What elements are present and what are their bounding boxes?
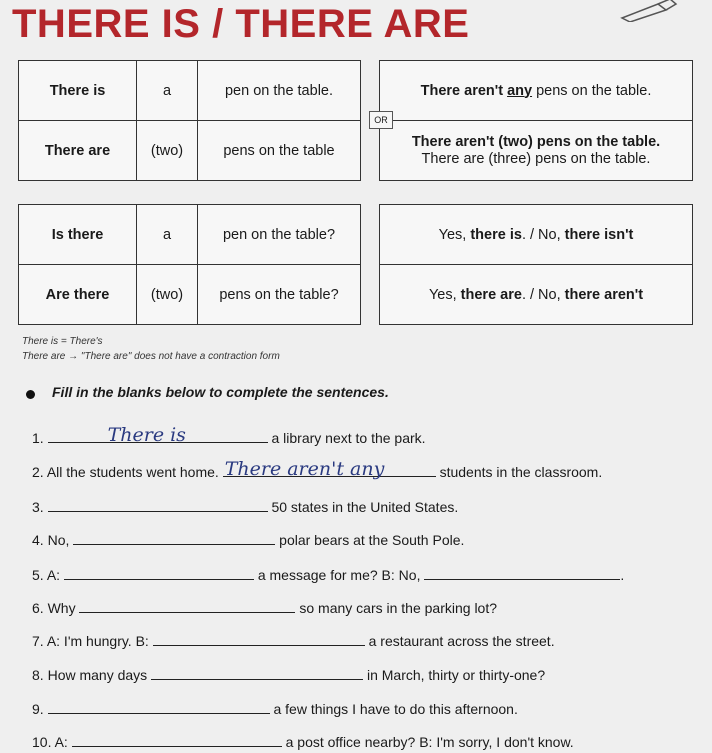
exercise-item — [32, 730, 574, 750]
item-number: 8. — [32, 667, 44, 683]
answer-text: there is — [470, 226, 522, 243]
answer-blank[interactable] — [73, 528, 275, 545]
exercise-item — [32, 426, 426, 446]
answer-text: there are — [460, 286, 522, 303]
negative-table — [379, 60, 693, 181]
answer-blank[interactable] — [48, 495, 268, 512]
table-cell: Is there — [19, 205, 137, 265]
exercise-item — [32, 495, 458, 515]
table-cell: pen on the table? — [198, 205, 361, 265]
note-line: There are → "There are" does not have a contraction form — [22, 351, 280, 362]
item-number: 6. — [32, 600, 44, 616]
table-cell: (two) — [137, 265, 198, 325]
table-cell: pen on the table. — [198, 61, 361, 121]
table-cell — [380, 61, 693, 121]
sentence-text: in March, thirty or thirty-one? — [366, 667, 546, 683]
affirmative-table — [18, 60, 361, 181]
table-cell — [380, 121, 693, 181]
answer-blank[interactable] — [72, 730, 282, 747]
item-number: 10. — [32, 734, 52, 750]
table-cell — [380, 205, 693, 265]
negative-text: There aren't — [420, 82, 508, 99]
table-cell: There is — [19, 61, 137, 121]
negative-line: There aren't (two) pens on the table. — [411, 133, 661, 150]
negative-line: There are (three) pens on the table. — [421, 150, 651, 167]
item-number: 3. — [32, 499, 44, 515]
sentence-text: students in the classroom. — [439, 464, 603, 480]
sentence-text: Why — [47, 600, 76, 616]
exercise-item — [32, 663, 545, 683]
sentence-text: a message for me? B: No, — [257, 567, 421, 583]
exercise-item — [32, 596, 497, 616]
answer-blank[interactable] — [223, 458, 436, 480]
item-number: 1. — [32, 430, 44, 446]
answer-text: Yes, — [428, 286, 461, 303]
bullet-icon — [26, 390, 35, 399]
sentence-text: . — [620, 567, 625, 583]
table-cell: There are — [19, 121, 137, 181]
table-cell: (two) — [137, 121, 198, 181]
answer-text: Yes, — [438, 226, 471, 243]
question-table — [18, 204, 361, 325]
exercise-item — [32, 460, 602, 480]
table-cell: pens on the table — [198, 121, 361, 181]
answer-blank[interactable] — [424, 563, 620, 580]
sentence-text: How many days — [47, 667, 148, 683]
item-number: 9. — [32, 701, 44, 717]
answer-text: . / No, — [521, 286, 565, 303]
sentence-text: a restaurant across the street. — [368, 633, 555, 649]
sentence-text: A: I'm hungry. B: — [46, 633, 149, 649]
sentence-text: A: — [46, 567, 61, 583]
answers-table — [379, 204, 693, 325]
table-cell — [380, 265, 693, 325]
answer-blank[interactable] — [153, 629, 365, 646]
sentence-text: All the students went home. — [46, 464, 219, 480]
sentence-text: a library next to the park. — [271, 430, 426, 446]
answer-text: there isn't — [564, 226, 634, 243]
answer-blank[interactable] — [151, 663, 363, 680]
sentence-text: so many cars in the parking lot? — [299, 600, 498, 616]
exercise-item — [32, 697, 518, 717]
exercise-item — [32, 563, 624, 583]
or-label: OR — [369, 111, 393, 129]
sentence-text: a post office nearby? B: I'm sorry, I don't know. — [285, 734, 574, 750]
answer-blank[interactable] — [48, 697, 270, 714]
answer-blank[interactable] — [64, 563, 254, 580]
item-number: 5. — [32, 567, 44, 583]
handwritten-answer: There is — [107, 424, 186, 446]
table-cell: a — [137, 61, 198, 121]
handwritten-answer: There aren't any — [224, 458, 385, 480]
note-line: There is = There's — [22, 336, 103, 347]
answer-text: there aren't — [564, 286, 644, 303]
negative-text: pens on the table. — [532, 82, 652, 99]
table-cell: a — [137, 205, 198, 265]
sentence-text: polar bears at the South Pole. — [279, 532, 465, 548]
sentence-text: A: — [54, 734, 68, 750]
item-number: 4. — [32, 532, 44, 548]
exercise-item — [32, 528, 464, 548]
page-title: THERE IS / THERE ARE — [12, 2, 470, 46]
pencil-icon — [618, 0, 678, 22]
table-cell: pens on the table? — [198, 265, 361, 325]
item-number: 7. — [32, 633, 44, 649]
answer-text: . / No, — [521, 226, 565, 243]
exercise-item — [32, 629, 555, 649]
sentence-text: a few things I have to do this afternoon. — [273, 701, 518, 717]
instruction: Fill in the blanks below to complete the sentences. — [52, 384, 389, 400]
table-cell: Are there — [19, 265, 137, 325]
answer-blank[interactable] — [48, 424, 268, 446]
sentence-text: 50 states in the United States. — [271, 499, 459, 515]
any-word: any — [507, 82, 533, 99]
item-number: 2. — [32, 464, 44, 480]
sentence-text: No, — [47, 532, 70, 548]
answer-blank[interactable] — [79, 596, 295, 613]
